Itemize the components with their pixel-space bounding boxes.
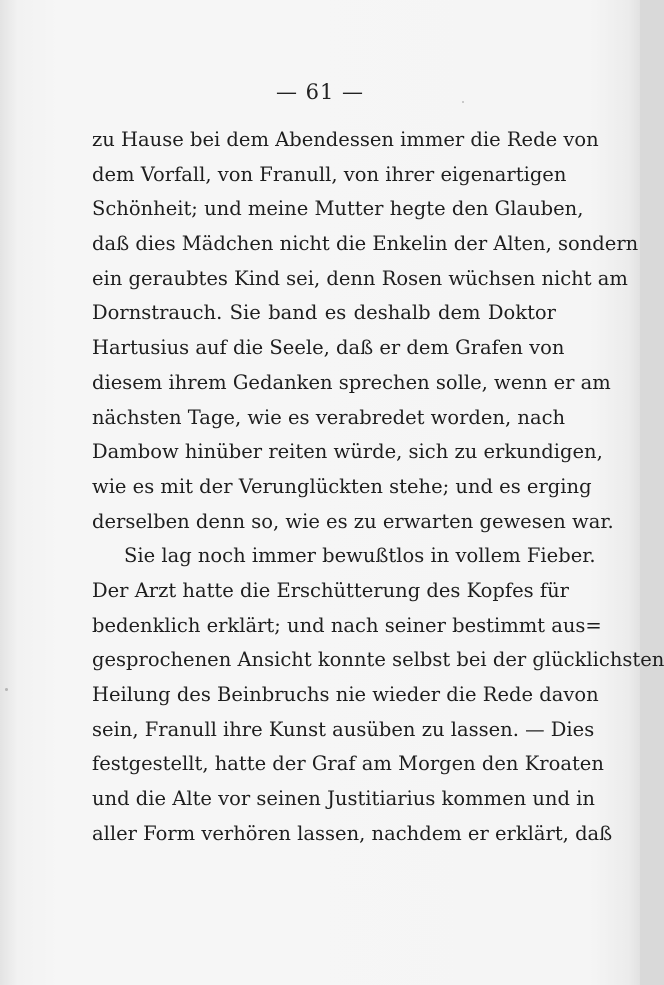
text-line: und die Alte vor seinen Justitiarius kommen und in <box>92 787 595 811</box>
paper-speck <box>5 688 8 691</box>
text-line: aller Form verhören lassen, nachdem er erklärt, daß <box>92 821 613 845</box>
text-line: gesprochenen Ansicht konnte selbst bei der glücklichsten <box>92 648 664 672</box>
text-line: Der Arzt hatte die Erschütterung des Kopfes für <box>92 578 569 602</box>
text-line: Hartusius auf die Seele, daß er dem Grafen von <box>92 336 565 360</box>
paragraph-start-line: Sie lag noch immer bewußtlos in vollem Fieber. <box>124 544 596 568</box>
text-line: diesem ihrem Gedanken sprechen solle, wenn er am <box>92 370 611 394</box>
text-line: zu Hause bei dem Abendessen immer die Rede von <box>92 128 599 151</box>
body-text <box>92 123 664 851</box>
paragraph-end-line: derselben denn so, wie es zu erwarten gewesen war. <box>92 509 614 533</box>
text-line: Dornstrauch. Sie band es deshalb dem Doktor <box>92 301 556 325</box>
text-line: daß dies Mädchen nicht die Enkelin der Alten, sondern <box>92 232 639 256</box>
text-line: Heilung des Beinbruchs nie wieder die Rede davon <box>92 683 599 706</box>
text-line: wie es mit der Verunglückten stehe; und es erging <box>92 474 592 498</box>
text-line: dem Vorfall, von Franull, von ihrer eigenartigen <box>92 162 567 186</box>
text-line: sein, Franull ihre Kunst ausüben zu lassen. — Dies <box>92 717 595 741</box>
text-line: ein geraubtes Kind sei, denn Rosen wüchsen nicht am <box>92 266 628 290</box>
text-line: Schönheit; und meine Mutter hegte den Glauben, <box>92 197 584 221</box>
page-number: — 61 — <box>275 80 365 104</box>
text-line: festgestellt, hatte der Graf am Morgen den Kroaten <box>92 752 604 776</box>
text-line: nächsten Tage, wie es verabredet worden, nach <box>92 405 566 429</box>
text-line: Dambow hinüber reiten würde, sich zu erkundigen, <box>92 440 603 464</box>
text-line: bedenklich erklärt; und nach seiner bestimmt aus= <box>92 613 602 637</box>
